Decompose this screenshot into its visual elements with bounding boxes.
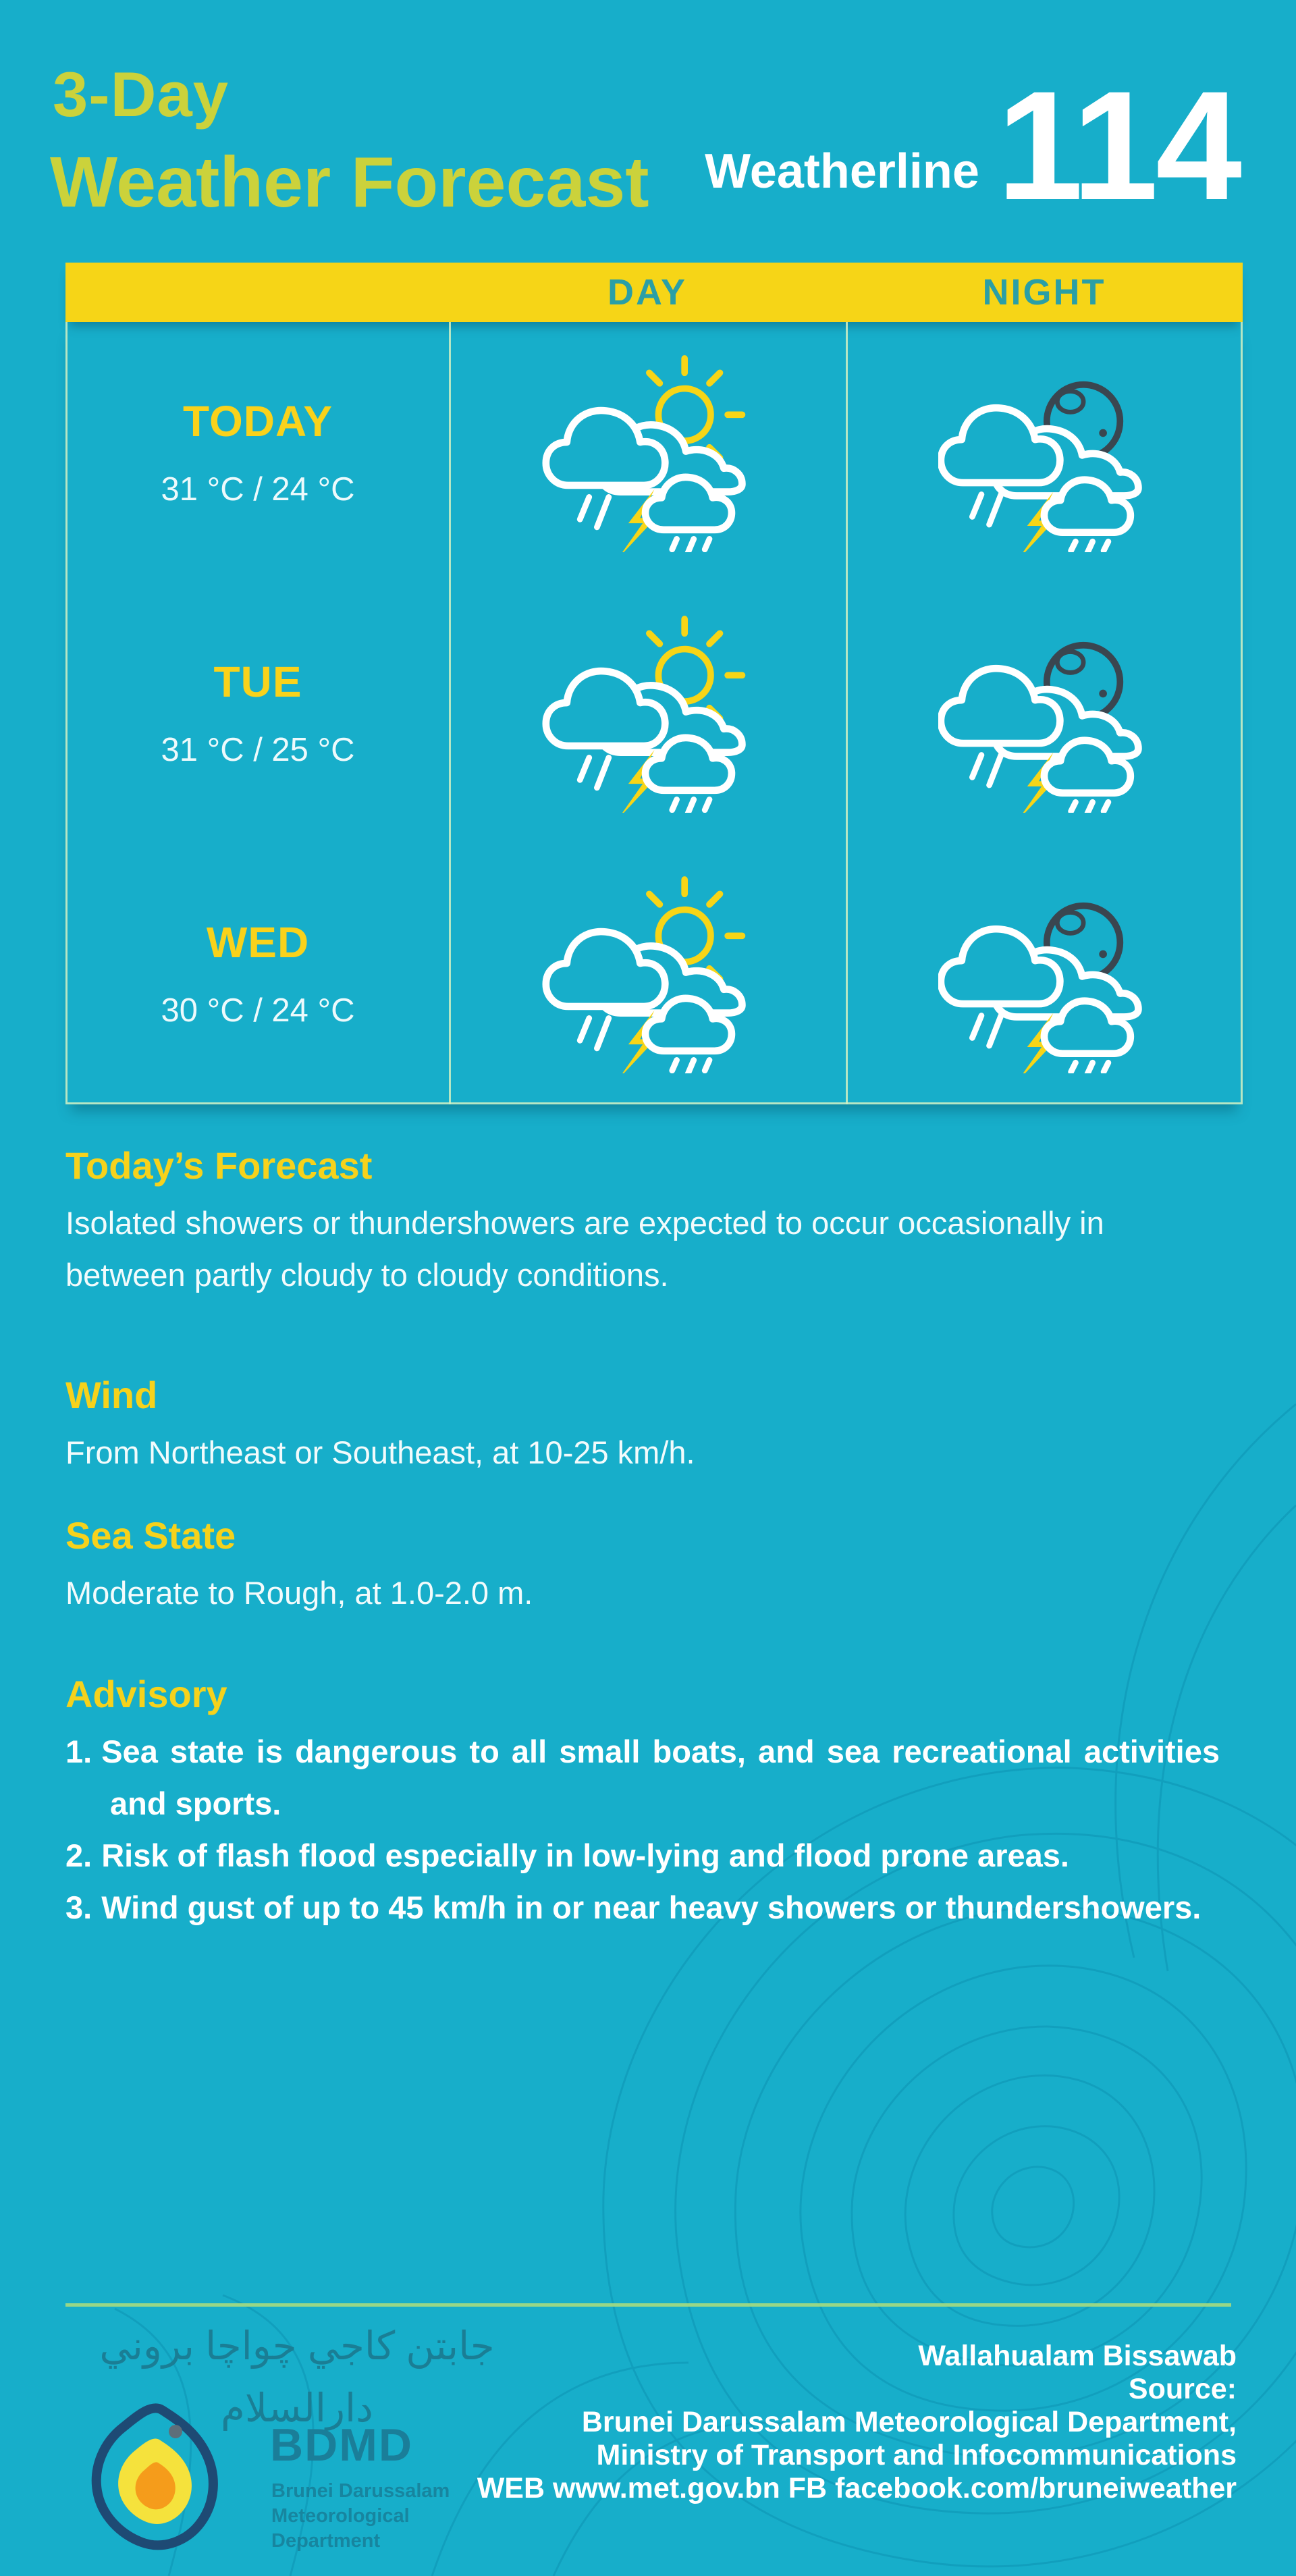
rain-streaks — [580, 497, 609, 527]
footer-divider — [65, 2303, 1231, 2307]
todays-forecast-heading: Today’s Forecast — [65, 1144, 373, 1187]
day-icon-cell — [448, 843, 844, 1104]
bdmd-sub-line: Meteorological — [271, 2505, 410, 2527]
table-body — [65, 322, 1243, 1104]
sea-state-text: Moderate to Rough, at 1.0-2.0 m. — [65, 1575, 533, 1611]
moon-clouds-thundershowers-icon — [938, 874, 1148, 1073]
advisory-item-text: Sea state is dangerous to all small boats, and sea recreational activities and sports. — [101, 1734, 1220, 1821]
bdmd-acronym: BDMD — [270, 2419, 413, 2471]
weatherline-phone-number: 114 — [996, 59, 1239, 232]
temperature-range: 31 °C / 25 °C — [161, 732, 355, 768]
wind-text: From Northeast or Southeast, at 10-25 km/h. — [65, 1434, 695, 1470]
day-name: TODAY — [183, 397, 333, 446]
forecast-row-today — [68, 322, 1241, 583]
bdmd-sub-line: Department — [271, 2530, 381, 2552]
temperature-range: 30 °C / 24 °C — [161, 992, 355, 1029]
advisory-item-number: 2. — [65, 1837, 92, 1873]
jawi-department-name: جابتن كاجي چواچا بروني دارالسلام — [99, 2324, 495, 2430]
bdmd-sub-line: Brunei Darussalam — [271, 2480, 450, 2502]
temperature-range: 31 °C / 24 °C — [161, 471, 355, 508]
sea-state-heading: Sea State — [65, 1514, 236, 1557]
rain-streaks — [672, 799, 709, 813]
rain-streaks — [672, 539, 709, 552]
advisory-item-text: Risk of flash flood especially in low-lying and flood prone areas. — [101, 1837, 1069, 1873]
poster-title-line2: Weather Forecast — [50, 142, 649, 222]
front-left-cloud — [940, 408, 1059, 483]
day-icon-cell — [448, 322, 844, 583]
moon-clouds-thundershowers-icon — [938, 614, 1148, 813]
advisory-item — [65, 1881, 1220, 1933]
weatherline-brand — [705, 59, 1239, 232]
sun-clouds-thundershowers-icon — [542, 614, 751, 813]
source-credits — [477, 2340, 1237, 2505]
todays-forecast-section — [65, 1144, 1220, 1301]
forecast-table — [65, 263, 1243, 1104]
rain-streaks — [972, 494, 1001, 525]
advisory-item-number: 1. — [65, 1734, 92, 1769]
poster-title-line1: 3-Day — [53, 59, 230, 130]
night-icon-cell — [844, 843, 1241, 1104]
column-header-day: DAY — [607, 272, 688, 313]
bdmd-logo — [73, 2400, 248, 2557]
table-header-bar — [65, 263, 1243, 322]
bdmd-department-name — [271, 2479, 450, 2554]
wallahualam-line: Wallahualam Bissawab — [918, 2340, 1237, 2372]
night-icon-cell — [844, 322, 1241, 583]
web-fb-line: WEB www.met.gov.bn FB facebook.com/bruneiweather — [477, 2472, 1237, 2504]
advisory-item-number: 3. — [65, 1889, 92, 1925]
day-name: TUE — [213, 658, 302, 706]
wind-heading: Wind — [65, 1374, 158, 1416]
day-name: WED — [206, 918, 310, 967]
rain-streaks — [972, 1015, 1001, 1046]
rain-streaks — [580, 1018, 609, 1048]
advisory-item — [65, 1829, 1220, 1881]
source-label: Source: — [1128, 2373, 1237, 2405]
advisory-item — [65, 1725, 1220, 1829]
moon-clouds-thundershowers-icon — [938, 353, 1148, 552]
night-icon-cell — [844, 583, 1241, 843]
rain-streaks — [1071, 802, 1108, 813]
sea-state-section — [65, 1513, 1220, 1619]
source-ministry: Ministry of Transport and Infocommunications — [596, 2439, 1237, 2471]
wind-section — [65, 1373, 1220, 1478]
advisory-list — [65, 1725, 1220, 1933]
advisory-section — [65, 1672, 1220, 1933]
day-label-cell — [68, 322, 448, 583]
rain-streaks — [672, 1060, 709, 1073]
day-icon-cell — [448, 583, 844, 843]
day-label-cell — [68, 843, 448, 1104]
advisory-heading: Advisory — [65, 1673, 227, 1715]
source-department: Brunei Darussalam Meteorological Department, — [581, 2406, 1237, 2438]
weatherline-label: Weatherline — [705, 144, 979, 198]
day-label-cell — [68, 583, 448, 843]
rain-streaks — [972, 755, 1001, 785]
forecast-row-tue — [68, 583, 1241, 843]
column-header-night: NIGHT — [982, 272, 1106, 313]
advisory-item-text: Wind gust of up to 45 km/h in or near heavy showers or thundershowers. — [101, 1889, 1202, 1925]
rain-streaks — [580, 757, 609, 788]
sun-clouds-thundershowers-icon — [542, 874, 751, 1073]
forecast-row-wed — [68, 843, 1241, 1104]
sun-clouds-thundershowers-icon — [542, 353, 751, 552]
rain-streaks — [1071, 1063, 1108, 1073]
rain-streaks — [1071, 541, 1108, 552]
logo-dot — [169, 2425, 182, 2438]
todays-forecast-text: Isolated showers or thundershowers are expected to occur occasionally in between partly cloudy to cloudy conditions. — [65, 1205, 1104, 1293]
